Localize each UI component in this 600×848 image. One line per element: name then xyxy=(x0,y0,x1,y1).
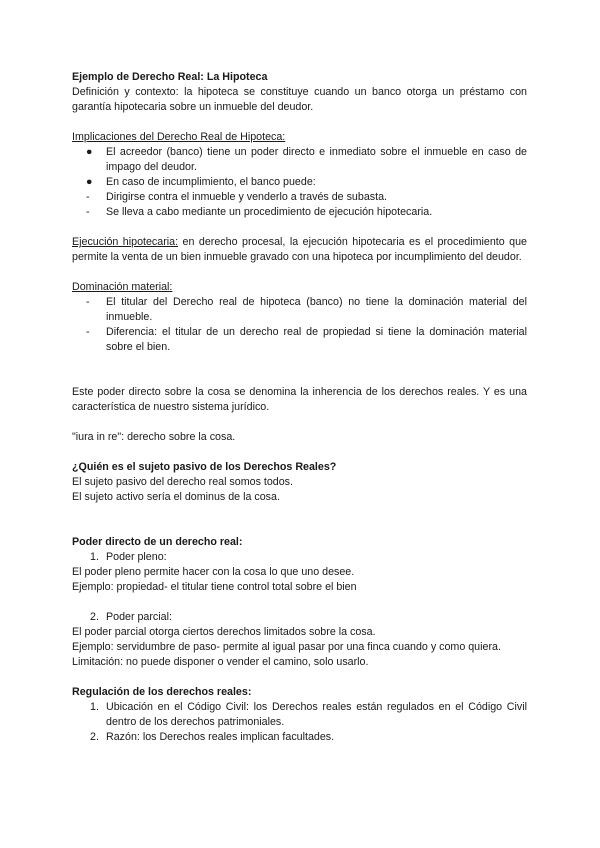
iura-in-re-line: "iura in re": derecho sobre la cosa. xyxy=(72,431,236,443)
list-item-text: Ubicación en el Código Civil: los Derechos reales están regulados en el Código Civil dentro de los derechos patrimoniales. xyxy=(106,701,527,728)
regulacion-title: Regulación de los derechos reales: xyxy=(72,686,252,698)
poder-pleno-ejemplo: Ejemplo: propiedad- el titular tiene control total sobre el bien xyxy=(72,581,357,593)
list-item xyxy=(72,295,527,325)
dash-marker: - xyxy=(86,206,90,218)
numbered-item-poder-pleno xyxy=(72,550,527,565)
sujeto-pasivo-line: El sujeto pasivo del derecho real somos todos. xyxy=(72,476,293,488)
number-marker: 1. xyxy=(90,551,99,563)
number-marker: 1. xyxy=(90,701,99,713)
regulacion-list xyxy=(72,700,527,745)
dash-marker: - xyxy=(86,191,90,203)
bullet-marker: ● xyxy=(86,176,93,188)
list-item-text: El titular del Derecho real de hipoteca (banco) no tiene la dominación material del inmueble. xyxy=(106,296,527,323)
poder-directo-title: Poder directo de un derecho real: xyxy=(72,536,243,548)
dash-marker: - xyxy=(86,296,90,308)
document-page xyxy=(72,70,527,745)
ejecucion-label: Ejecución hipotecaria: xyxy=(72,236,179,248)
poder-parcial-text: El poder parcial otorga ciertos derechos limitados sobre la cosa. xyxy=(72,626,376,638)
numbered-item-poder-parcial xyxy=(72,610,527,625)
list-item-text: El acreedor (banco) tiene un poder directo e inmediato sobre el inmueble en caso de impago del deudor. xyxy=(106,146,527,173)
implicaciones-title: Implicaciones del Derecho Real de Hipoteca: xyxy=(72,131,286,143)
list-item xyxy=(72,325,527,355)
list-item xyxy=(72,205,527,220)
bullet-marker: ● xyxy=(86,146,93,158)
section-title-hipoteca: Ejemplo de Derecho Real: La Hipoteca xyxy=(72,71,268,83)
list-item-text: En caso de incumplimiento, el banco puede: xyxy=(106,176,316,188)
list-item xyxy=(72,190,527,205)
definition-paragraph: Definición y contexto: la hipoteca se constituye cuando un banco otorga un préstamo con garantía hipotecaria sobre un inmueble del deudor. xyxy=(72,86,527,113)
list-item xyxy=(72,730,527,745)
list-item xyxy=(72,700,527,730)
ejecucion-paragraph xyxy=(72,235,527,265)
poder-pleno-text: El poder pleno permite hacer con la cosa lo que uno desee. xyxy=(72,566,355,578)
sujeto-activo-line: El sujeto activo sería el dominus de la cosa. xyxy=(72,491,280,503)
poder-parcial-ejemplo: Ejemplo: servidumbre de paso- permite al igual pasar por una finca cuando y como quiera. xyxy=(72,641,501,653)
list-item xyxy=(72,145,527,175)
list-item-text: Poder parcial: xyxy=(106,611,172,623)
list-item-text: Razón: los Derechos reales implican facultades. xyxy=(106,731,335,743)
list-item xyxy=(72,175,527,190)
list-item-text: Diferencia: el titular de un derecho real de propiedad si tiene la dominación material sobre el bien. xyxy=(106,326,527,353)
inherencia-paragraph: Este poder directo sobre la cosa se denomina la inherencia de los derechos reales. Y es una característica de nuestro sistema jurídico. xyxy=(72,386,527,413)
number-marker: 2. xyxy=(90,611,99,623)
number-marker: 2. xyxy=(90,731,99,743)
dominacion-list xyxy=(72,295,527,355)
list-item-text: Poder pleno: xyxy=(106,551,167,563)
implicaciones-list xyxy=(72,145,527,220)
dominacion-title: Dominación material: xyxy=(72,281,173,293)
sujeto-pasivo-title: ¿Quién es el sujeto pasivo de los Derechos Reales? xyxy=(72,461,337,473)
ejecucion-text: en derecho procesal, la ejecución hipotecaria es el procedimiento que permite la venta de un bien inmueble gravado con una hipoteca por incumplimiento del deudor. xyxy=(72,236,527,263)
poder-parcial-limitacion: Limitación: no puede disponer o vender el camino, solo usarlo. xyxy=(72,656,369,668)
dash-marker: - xyxy=(86,326,90,338)
list-item-text: Dirigirse contra el inmueble y venderlo a través de subasta. xyxy=(106,191,387,203)
list-item-text: Se lleva a cabo mediante un procedimiento de ejecución hipotecaria. xyxy=(106,206,433,218)
